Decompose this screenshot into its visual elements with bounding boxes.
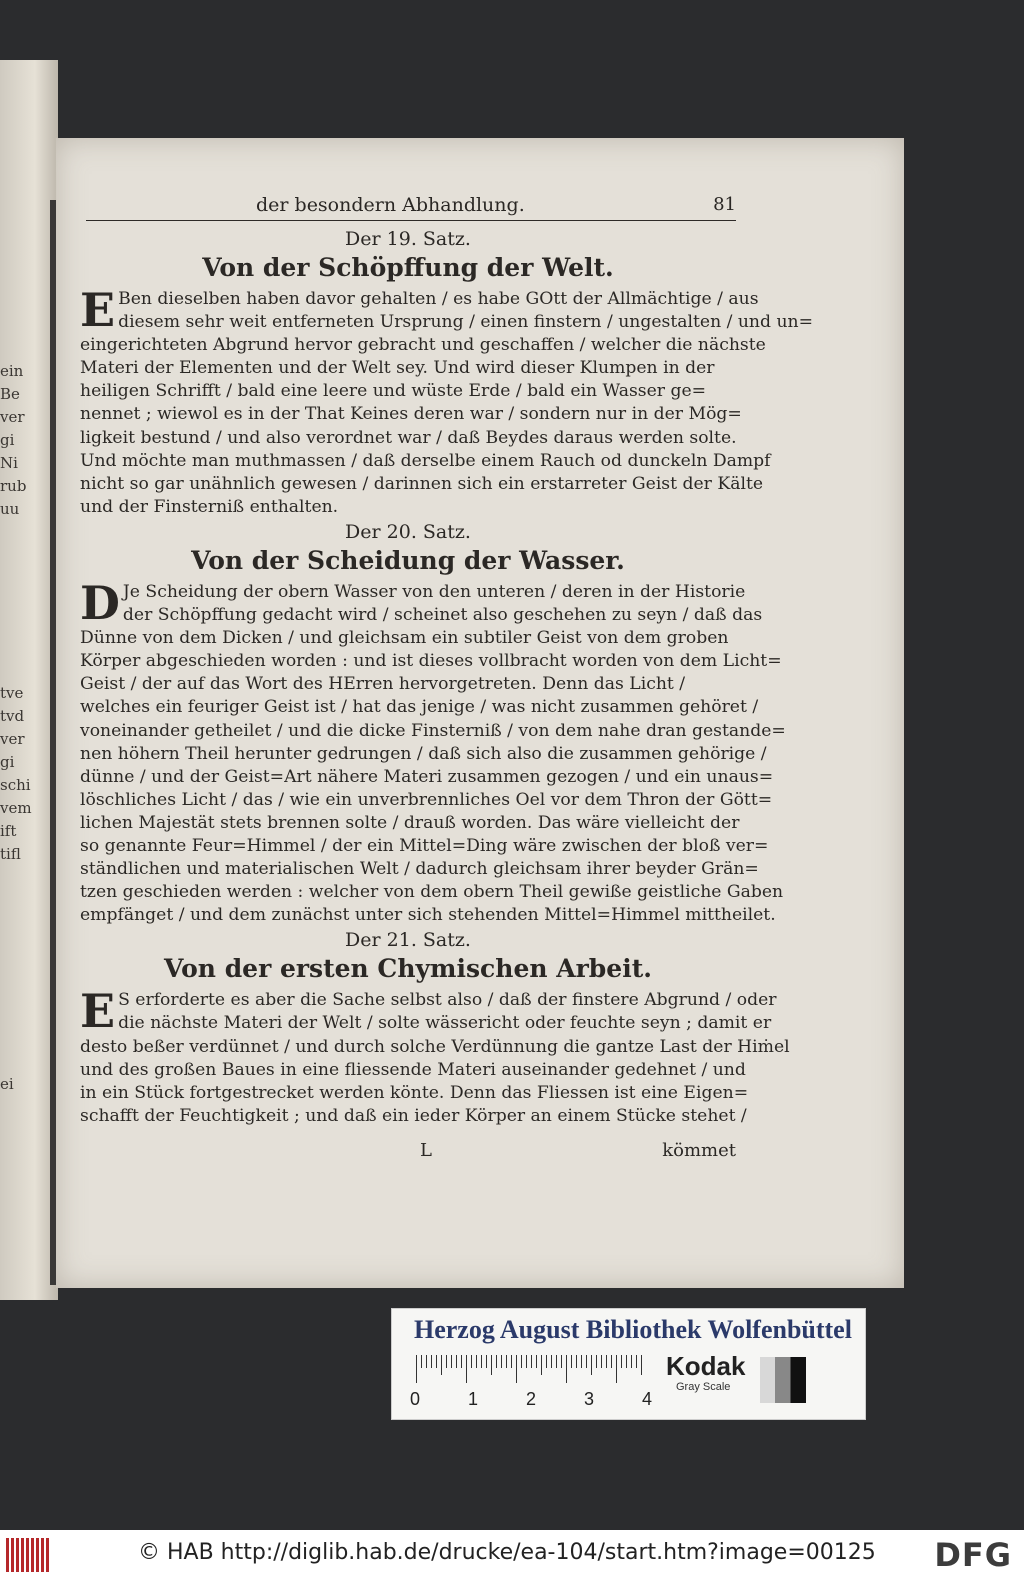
text-line: Je Scheidung der obern Wasser von den unteren / deren in der Historie — [122, 581, 746, 602]
text-line: nicht so gar unähnlich gewesen / darinnen sich ein erstarreter Geist der Kälte — [80, 473, 764, 494]
text-line: diesem sehr weit entferneten Ursprung / einen finstern / ungestalten / und un= — [118, 312, 813, 333]
ruler-tick — [446, 1355, 447, 1368]
facing-page-fragment — [0, 1027, 32, 1050]
text-line: Geist / der auf das Wort des HErren hervorgetreten. Denn das Licht / — [80, 674, 686, 695]
kodak-logo: Kodak — [666, 1351, 746, 1381]
facing-page-fragment: tvd — [0, 707, 25, 725]
facing-page-fragment — [0, 981, 32, 1004]
facing-page-fragment: ver — [0, 408, 25, 426]
initial-letter: D — [80, 575, 120, 630]
text-line: löschliches Licht / das / wie ein unverbrennliches Oel vor dem Thron der Gött= — [80, 789, 773, 810]
text-line: eingerichteten Abgrund hervor gebracht und geschaffen / welcher die nächste — [80, 335, 766, 356]
text-line: in ein Stück fortgestrecket werden könte. Denn das Fliessen ist eine Eigen= — [80, 1082, 749, 1103]
text-line: nen höhern Theil herunter gedrungen / daß sich also die zusammen gehörige / — [80, 743, 767, 764]
facing-page-fragment — [0, 889, 32, 912]
text-line: ständlichen und materialischen Welt / dadurch gleichsam ihrer beyder Grän= — [80, 859, 759, 880]
text-line: und der Finsterniß enthalten. — [80, 496, 339, 517]
section-label: Der 21. Satz. — [345, 929, 471, 952]
text-line: dünne / und der Geist=Art nähere Materi zusammen gezogen / und ein unaus= — [80, 766, 774, 787]
ruler-number: 2 — [526, 1389, 537, 1409]
facing-page-fragment: ift — [0, 822, 17, 840]
ruler-tick — [601, 1355, 602, 1368]
ruler-tick — [616, 1355, 617, 1383]
facing-page-fragment — [0, 521, 32, 544]
ruler-tick — [421, 1355, 422, 1368]
text-line: lichen Majestät stets brennen solte / drauß worden. Das wäre vielleicht der — [80, 812, 740, 833]
ruler-number: 3 — [584, 1389, 595, 1409]
facing-page-fragment — [0, 866, 32, 889]
ruler-tick — [641, 1355, 642, 1375]
ruler-tick — [451, 1355, 452, 1368]
facing-page-fragment — [0, 1211, 32, 1234]
text-line: voneinander getheilet / und die dicke Finsterniß / von dem nahe dran gestande= — [80, 720, 786, 741]
facing-page-fragment — [0, 1119, 32, 1142]
ruler-tick — [586, 1355, 587, 1368]
ruler-tick — [596, 1355, 597, 1368]
ruler-tick — [456, 1355, 457, 1368]
main-text — [80, 226, 813, 1128]
ruler-tick — [566, 1355, 567, 1383]
ruler-tick — [431, 1355, 432, 1368]
facing-page-fragment: rub — [0, 477, 27, 495]
text-line: Ben dieselben haben davor gehalten / es habe GOtt der Allmächtige / aus — [118, 289, 759, 309]
ruler-tick — [476, 1355, 477, 1368]
ruler-tick — [426, 1355, 427, 1368]
facing-page-text — [0, 360, 32, 1234]
facing-page-fragment — [0, 1188, 32, 1211]
ruler-tick — [591, 1355, 592, 1375]
facing-page-fragment: gi — [0, 753, 15, 771]
ruler-tick — [511, 1355, 512, 1368]
paragraph — [80, 984, 790, 1128]
text-line: heiligen Schrifft / bald eine leere und wüste Erde / bald ein Wasser ge= — [80, 381, 707, 402]
facing-page-fragment: schi — [0, 776, 31, 794]
ruler-tick — [631, 1355, 632, 1368]
section-title: Von der Scheidung der Wasser. — [191, 545, 625, 575]
section-label: Der 19. Satz. — [345, 228, 471, 250]
paragraph — [80, 283, 813, 519]
signature-mark: L — [420, 1140, 432, 1161]
ruler-tick — [466, 1355, 467, 1383]
dfg-logo: DFG — [934, 1536, 1012, 1574]
text-line: so genannte Feur=Himmel / der ein Mittel=Ding wäre zwischen der bloß ver= — [80, 835, 769, 856]
running-head — [86, 190, 736, 221]
ruler-tick — [501, 1355, 502, 1368]
facing-page-fragment — [0, 935, 32, 958]
paragraph — [80, 575, 786, 927]
text-line: Materi der Elementen und der Welt sey. Und wird dieser Klumpen in der — [80, 358, 715, 379]
facing-page-fragment — [0, 567, 32, 590]
ruler-tick — [491, 1355, 492, 1375]
ruler-tick — [471, 1355, 472, 1368]
facing-page-fragment — [0, 1096, 32, 1119]
ruler-tick — [436, 1355, 437, 1368]
ruler-tick — [416, 1355, 417, 1383]
ruler-tick — [571, 1355, 572, 1368]
facing-page-fragment — [0, 1004, 32, 1027]
ruler-number: 1 — [468, 1389, 479, 1409]
section-label: Der 20. Satz. — [345, 520, 471, 543]
catchword: kömmet — [662, 1140, 736, 1161]
text-line: Dünne von dem Dicken / und gleichsam ein subtiler Geist von dem groben — [80, 628, 729, 649]
facing-page-fragment — [0, 958, 32, 981]
facing-page-fragment: Be — [0, 385, 20, 403]
facing-page-fragment: tve — [0, 684, 24, 702]
facing-page-fragment — [0, 1050, 32, 1073]
facing-page-fragment — [0, 590, 32, 613]
ruler-tick — [461, 1355, 462, 1368]
facing-page-fragment: ei — [0, 1075, 14, 1093]
facing-page-fragment — [0, 659, 32, 682]
ruler-tick — [556, 1355, 557, 1368]
ruler-tick — [546, 1355, 547, 1368]
facing-page-fragment — [0, 544, 32, 567]
ruler-tick — [526, 1355, 527, 1368]
ruler-tick — [486, 1355, 487, 1368]
ruler-tick — [581, 1355, 582, 1368]
running-title: der besondern Abhandlung. — [256, 194, 525, 216]
color-calibration-bar — [391, 1308, 866, 1420]
ruler-tick — [606, 1355, 607, 1368]
facing-page-fragment — [0, 1165, 32, 1188]
ruler-tick — [611, 1355, 612, 1368]
facing-page-fragment: gi — [0, 431, 15, 449]
ruler-tick — [636, 1355, 637, 1368]
ruler-scale — [410, 1389, 653, 1411]
section-title: Von der Schöpffung der Welt. — [202, 253, 614, 282]
ruler — [416, 1355, 646, 1383]
ruler-tick — [536, 1355, 537, 1368]
ruler-tick — [441, 1355, 442, 1375]
section-title: Von der ersten Chymischen Arbeit. — [164, 954, 652, 984]
text-line: Körper abgeschieden worden : und ist dieses vollbracht worden von dem Licht= — [80, 651, 782, 672]
ruler-tick — [496, 1355, 497, 1368]
ruler-tick — [531, 1355, 532, 1368]
text-line: tzen geschieden werden : welcher von dem obern Theil gewiße geistliche Gaben — [80, 882, 784, 903]
text-line: desto beßer verdünnet / und durch solche Verdünnung die gantze Last der Hiṁel — [80, 1036, 790, 1057]
copyright-link[interactable]: © HAB http://diglib.hab.de/drucke/ea-104/start.htm?image=00125 — [138, 1540, 876, 1565]
page-number: 81 — [713, 194, 736, 215]
facing-page-fragment — [0, 636, 32, 659]
text-line: welches ein feuriger Geist ist / hat das jenige / was nicht zusammen gehöret / — [80, 697, 759, 718]
text-line: Und möchte man muthmassen / daß derselbe einem Rauch od dunckeln Dampf — [80, 450, 771, 471]
ruler-tick — [541, 1355, 542, 1375]
ruler-tick — [561, 1355, 562, 1368]
footer-bar — [0, 1530, 1024, 1582]
text-line: ligkeit bestund / und also verordnet war / daß Beydes daraus werden solte. — [80, 427, 737, 448]
ruler-tick — [481, 1355, 482, 1368]
gray-scale-label: Gray Scale — [676, 1381, 731, 1393]
facing-page-fragment: ein — [0, 362, 24, 380]
facing-page-fragment — [0, 912, 32, 935]
ruler-number: 4 — [642, 1389, 653, 1409]
text-line: nennet ; wiewol es in der That Keines deren war / sondern nur in der Mög= — [80, 404, 742, 425]
text-line: die nächste Materi der Welt / solte wässericht oder feuchte seyn ; damit er — [118, 1013, 772, 1034]
ruler-tick — [626, 1355, 627, 1368]
ruler-number: 0 — [410, 1389, 421, 1409]
initial-letter: E — [80, 984, 116, 1039]
gray-swatch — [760, 1357, 806, 1403]
facing-page-fragment: ver — [0, 730, 25, 748]
text-line: empfänget / und dem zunächst unter sich stehenden Mittel=Himmel mittheilet. — [80, 905, 776, 926]
ruler-tick — [521, 1355, 522, 1368]
facing-page-fragment: vem — [0, 799, 32, 817]
facing-page-fragment: tifl — [0, 845, 21, 863]
text-line: S erforderte es aber die Sache selbst also / daß der finstere Abgrund / oder — [118, 990, 777, 1011]
facing-page-fragment — [0, 1142, 32, 1165]
text-line: schafft der Feuchtigkeit ; und daß ein ieder Körper an einem Stücke stehet / — [80, 1105, 747, 1126]
ruler-tick — [516, 1355, 517, 1383]
text-line: der Schöpffung gedacht wird / scheinet also geschehen zu seyn / daß das — [122, 605, 763, 626]
ruler-tick — [551, 1355, 552, 1368]
ruler-tick — [576, 1355, 577, 1368]
facing-page-fragment: uu — [0, 500, 20, 518]
library-name: Herzog August Bibliothek Wolfenbüttel — [414, 1315, 852, 1344]
facing-page-fragment — [0, 613, 32, 636]
ruler-tick — [506, 1355, 507, 1368]
text-line: und des großen Baues in eine fliessende Materi auseinander gedehnet / und — [80, 1059, 746, 1080]
facing-page-fragment: Ni — [0, 454, 18, 472]
barcode-icon — [6, 1538, 50, 1572]
ruler-tick — [621, 1355, 622, 1368]
initial-letter: E — [80, 283, 116, 337]
